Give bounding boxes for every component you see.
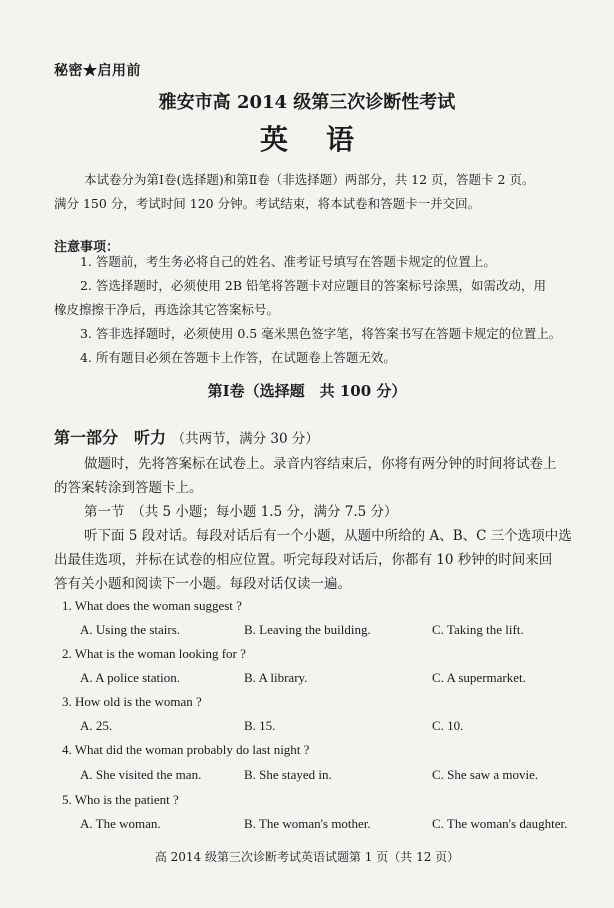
option-b: B. She stayed in. bbox=[244, 767, 332, 782]
question-text: 3. How old is the woman ? bbox=[62, 694, 202, 709]
question-text: 2. What is the woman looking for ? bbox=[62, 646, 246, 661]
part-title-main: 第一部分 听力 bbox=[54, 428, 167, 447]
option-b: B. The woman's mother. bbox=[244, 816, 371, 831]
note-item: 1. 答题前，考生务必将自己的姓名、准考证号填写在答题卡规定的位置上。 bbox=[80, 254, 496, 269]
note-item: 橡皮擦擦干净后，再选涂其它答案标号。 bbox=[54, 302, 280, 317]
option-a: A. A police station. bbox=[80, 670, 181, 685]
option-c: C. 10. bbox=[432, 718, 464, 733]
section-heading: 第一节 （共 5 小题；每小题 1.5 分，满分 7.5 分） bbox=[84, 504, 398, 520]
question-text: 5. Who is the patient ? bbox=[62, 792, 179, 807]
question-text: 4. What did the woman probably do last night ? bbox=[62, 742, 310, 757]
note-item: 3. 答非选择题时，必须使用 0.5 毫米黑色签字笔，将答案书写在答题卡规定的位置上。 bbox=[80, 326, 562, 341]
secret-label: 秘密★启用前 bbox=[54, 63, 141, 79]
option-b: B. 15. bbox=[244, 718, 276, 733]
option-a: A. She visited the man. bbox=[80, 767, 202, 782]
part-title bbox=[54, 425, 319, 448]
direction-line: 听下面 5 段对话。每段对话后有一个小题，从题中所给的 A、B、C 三个选项中选 bbox=[84, 528, 572, 544]
note-item: 4. 所有题目必须在答题卡上作答，在试题卷上答题无效。 bbox=[80, 350, 396, 365]
subject-title: 英语 bbox=[259, 123, 392, 156]
option-c: C. She saw a movie. bbox=[432, 767, 539, 782]
option-a: A. 25. bbox=[80, 718, 113, 733]
intro-line-1: 本试卷分为第Ⅰ卷(选择题)和第Ⅱ卷（非选择题）两部分，共 12 页，答题卡 2 页。 bbox=[84, 172, 535, 187]
option-b: B. Leaving the building. bbox=[244, 622, 371, 637]
question-text: 1. What does the woman suggest ? bbox=[62, 598, 242, 613]
option-a: A. Using the stairs. bbox=[80, 622, 181, 637]
direction-line: 出最佳选项，并标在试卷的相应位置。听完每段对话后，你都有 10 秒钟的时间来回 bbox=[54, 552, 553, 568]
option-c: C. A supermarket. bbox=[432, 670, 526, 685]
option-b: B. A library. bbox=[244, 670, 308, 685]
note-item: 2. 答选择题时，必须使用 2B 铅笔将答题卡对应题目的答案标号涂黑，如需改动，用 bbox=[80, 278, 546, 293]
section-title: 第Ⅰ卷（选择题 共 100 分） bbox=[207, 382, 407, 400]
option-a: A. The woman. bbox=[80, 816, 161, 831]
page-footer: 高 2014 级第三次诊断考试英语试题第 1 页（共 12 页） bbox=[154, 850, 460, 864]
option-c: C. The woman's daughter. bbox=[432, 816, 568, 831]
intro-line-2: 满分 150 分，考试时间 120 分钟。考试结束，将本试卷和答题卡一并交回。 bbox=[54, 196, 481, 211]
part-title-sub: （共两节，满分 30 分） bbox=[171, 431, 319, 447]
exam-title: 雅安市高 2014 级第三次诊断性考试 bbox=[158, 92, 456, 113]
direction-line: 答有关小题和阅读下一小题。每段对话仅读一遍。 bbox=[54, 576, 351, 592]
notes-heading: 注意事项： bbox=[54, 240, 120, 255]
instruction-line: 的答案转涂到答题卡上。 bbox=[54, 480, 203, 496]
option-c: C. Taking the lift. bbox=[432, 622, 524, 637]
instruction-line: 做题时，先将答案标在试卷上。录音内容结束后，你将有两分钟的时间将试卷上 bbox=[84, 456, 557, 472]
